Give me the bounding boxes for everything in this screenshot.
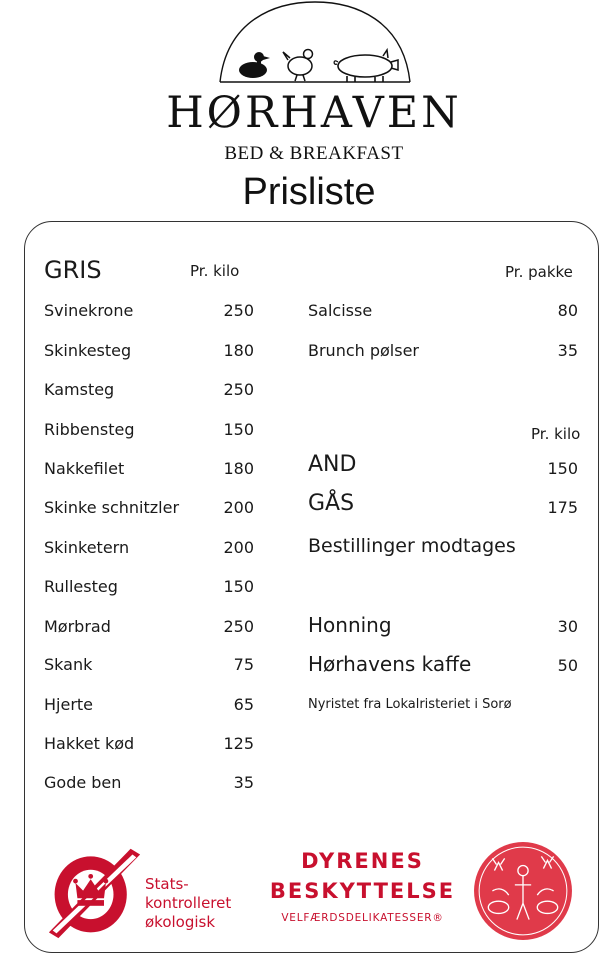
page-title: Prisliste — [242, 171, 376, 213]
item-name: Skank — [44, 655, 93, 674]
item-price: 30 — [557, 617, 578, 636]
poultry-unit-label: Pr. kilo — [531, 425, 581, 443]
item-price: 250 — [223, 380, 254, 399]
item-price: 250 — [223, 301, 254, 320]
item-price: 125 — [223, 734, 254, 753]
item-price: 180 — [223, 341, 254, 360]
dyrenes-beskyttelse-tagline: VELFÆRDSDELIKATESSER® — [281, 912, 444, 924]
item-price: 65 — [233, 695, 254, 714]
duck-icon — [239, 52, 270, 78]
item-name: GÅS — [308, 491, 355, 516]
header — [0, 0, 600, 220]
sausage-unit-label: Pr. pakke — [505, 263, 573, 281]
item-price: 75 — [233, 655, 254, 674]
item-name: Kamsteg — [44, 380, 115, 399]
item-name: Salcisse — [308, 301, 373, 320]
item-name: Skinkesteg — [44, 341, 132, 360]
order-note: Bestillinger modtages — [308, 535, 516, 557]
farm-animals-arch-logo — [215, 0, 415, 90]
pork-heading: GRIS — [44, 256, 102, 284]
item-price: 200 — [223, 538, 254, 557]
item-price: 250 — [223, 617, 254, 636]
item-name: Rullesteg — [44, 577, 118, 596]
item-name: AND — [308, 452, 357, 477]
item-name: Hørhavens kaffe — [308, 652, 472, 676]
coffee-note: Nyristet fra Lokalristeriet i Sorø — [308, 697, 512, 712]
item-name: Skinketern — [44, 538, 130, 557]
dyrenes-beskyttelse-line1: DYRENES — [301, 849, 424, 873]
item-price: 175 — [547, 498, 578, 517]
item-price: 180 — [223, 459, 254, 478]
item-name: Hakket kød — [44, 734, 135, 753]
item-name: Brunch pølser — [308, 341, 420, 360]
chicken-icon — [283, 50, 313, 82]
item-name: Hjerte — [44, 695, 94, 714]
item-name: Ribbensteg — [44, 420, 135, 439]
item-price: 35 — [557, 341, 578, 360]
brand-subtitle: BED & BREAKFAST — [224, 143, 404, 164]
certification-logos — [0, 835, 600, 945]
item-name: Nakkefilet — [44, 459, 125, 478]
item-name: Mørbrad — [44, 617, 111, 636]
item-price: 200 — [223, 498, 254, 517]
animal-welfare-seal-icon — [472, 840, 574, 942]
item-price: 150 — [223, 577, 254, 596]
organic-label-icon — [47, 845, 142, 940]
item-name: Gode ben — [44, 773, 122, 792]
brand-title: HØRHAVEN — [166, 88, 462, 138]
dyrenes-beskyttelse-line2: BESKYTTELSE — [269, 879, 456, 903]
item-price: 50 — [557, 656, 578, 675]
item-name: Honning — [308, 613, 392, 637]
item-name: Svinekrone — [44, 301, 134, 320]
item-price: 35 — [233, 773, 254, 792]
pork-unit-label: Pr. kilo — [190, 262, 240, 280]
item-price: 150 — [223, 420, 254, 439]
pig-icon — [334, 50, 398, 82]
item-price: 80 — [557, 301, 578, 320]
item-name: Skinke schnitzler — [44, 498, 180, 517]
item-price: 150 — [547, 459, 578, 478]
organic-label-text: Stats- kontrolleret økologisk — [145, 875, 232, 931]
